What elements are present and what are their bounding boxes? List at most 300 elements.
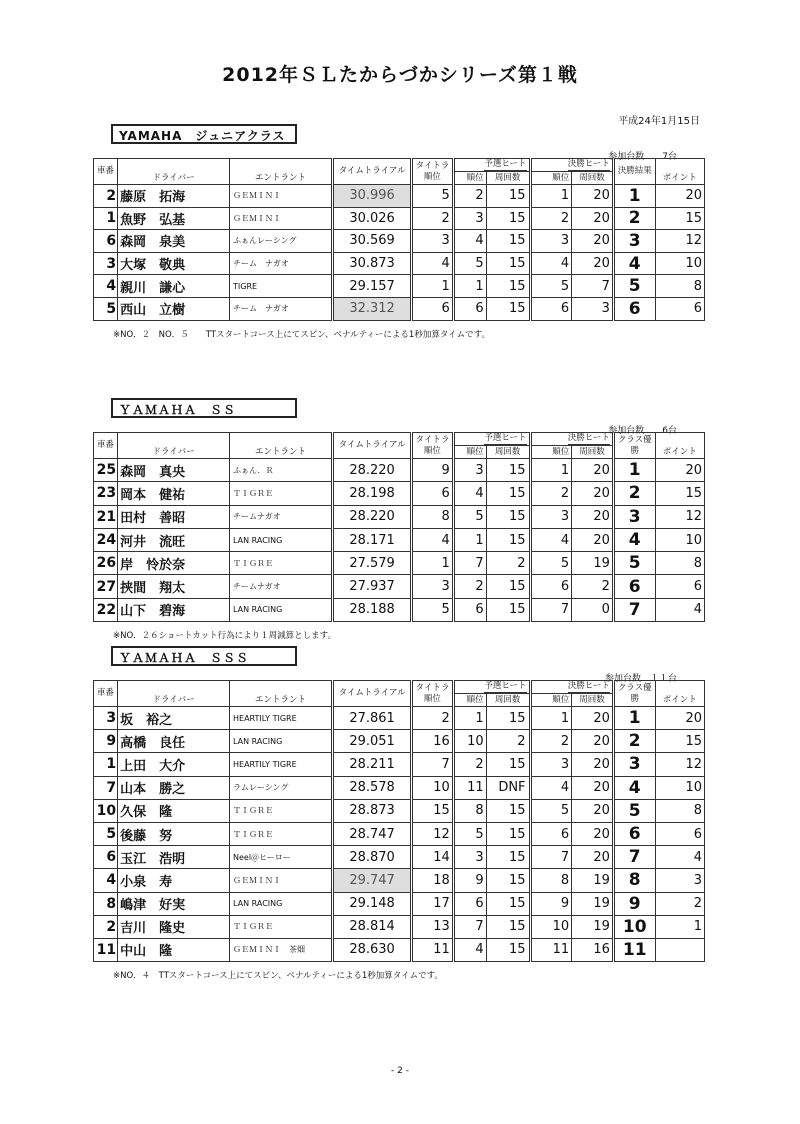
- cell-tt: 2: [412, 707, 454, 730]
- cell-hl: 15: [486, 459, 530, 482]
- header-result: クラス優勝: [613, 433, 655, 459]
- cell-hp: 7: [453, 552, 486, 575]
- cell-tt: 17: [412, 892, 454, 915]
- cell-hp: 8: [453, 799, 486, 822]
- cell-entrant: LAN RACING: [230, 528, 333, 551]
- cell-pt: 12: [655, 753, 704, 776]
- cell-hl: 15: [486, 482, 530, 505]
- cell-hl: 15: [486, 252, 530, 275]
- header-tt-rank: タイトラ順位: [412, 159, 454, 185]
- cell-entrant: ＴＩＧＲＥ: [230, 799, 333, 822]
- cell-fp: 7: [530, 846, 572, 869]
- cell-hl: 15: [486, 185, 530, 208]
- cell-hp: 2: [453, 753, 486, 776]
- cell-tt: 4: [412, 252, 454, 275]
- cell-fl: 20: [572, 776, 614, 799]
- cell-hp: 3: [453, 846, 486, 869]
- cell-tt: 1: [412, 275, 454, 298]
- section-note: ※NO．４ TTスタートコース上にてスピン、ペナルティーによる1秒加算タイムです。: [113, 971, 443, 982]
- cell-time: 29.051: [333, 730, 412, 753]
- cell-tt: 13: [412, 915, 454, 938]
- cell-time: 30.569: [333, 230, 412, 253]
- cell-driver: 岸 怜於奈: [118, 552, 230, 575]
- cell-hp: 6: [453, 892, 486, 915]
- cell-hl: 15: [486, 598, 530, 621]
- cell-entrant: ふぁんレーシング: [230, 230, 333, 253]
- cell-pt: 20: [655, 459, 704, 482]
- cell-driver: 中山 隆: [118, 938, 230, 961]
- cell-fp: 11: [530, 938, 572, 961]
- header-heat-laps: 周回数: [486, 694, 530, 707]
- cell-res: 8: [613, 869, 655, 892]
- cell-res: 1: [613, 459, 655, 482]
- header-heat-pos: 順位: [453, 172, 486, 185]
- cell-hl: 15: [486, 707, 530, 730]
- cell-hp: 1: [453, 707, 486, 730]
- table-row: [94, 892, 705, 915]
- header-result: クラス優勝: [613, 681, 655, 707]
- cell-res: 11: [613, 938, 655, 961]
- cell-time: 28.198: [333, 482, 412, 505]
- cell-tt: 5: [412, 598, 454, 621]
- cell-car: 9: [94, 730, 118, 753]
- cell-fl: 20: [572, 730, 614, 753]
- cell-fl: 19: [572, 892, 614, 915]
- cell-fp: 8: [530, 869, 572, 892]
- cell-pt: 20: [655, 185, 704, 208]
- cell-car: 5: [94, 297, 118, 320]
- cell-fp: 1: [530, 707, 572, 730]
- cell-entrant: ＴＩＧＲＥ: [230, 552, 333, 575]
- header-heat-laps: 周回数: [486, 172, 530, 185]
- cell-time: 30.996: [333, 185, 412, 208]
- cell-res: 1: [613, 707, 655, 730]
- cell-res: 6: [613, 575, 655, 598]
- cell-hl: 15: [486, 528, 530, 551]
- header-heat-pos: 順位: [453, 694, 486, 707]
- cell-hp: 5: [453, 505, 486, 528]
- cell-car: 7: [94, 776, 118, 799]
- cell-tt: 5: [412, 185, 454, 208]
- header-heat: 予選ヒート: [453, 681, 530, 694]
- cell-pt: 12: [655, 505, 704, 528]
- cell-entrant: ＧＥＭＩＮＩ: [230, 207, 333, 230]
- cell-pt: 6: [655, 575, 704, 598]
- cell-pt: 4: [655, 846, 704, 869]
- cell-res: 4: [613, 252, 655, 275]
- table-row: [94, 528, 705, 551]
- table-row: [94, 185, 705, 208]
- cell-fl: 20: [572, 207, 614, 230]
- cell-pt: 20: [655, 707, 704, 730]
- cell-hl: 15: [486, 822, 530, 845]
- cell-fp: 1: [530, 459, 572, 482]
- cell-entrant: ＧＥＭＩＮＩ 茶畑: [230, 938, 333, 961]
- cell-fl: 19: [572, 869, 614, 892]
- cell-driver: 久保 隆: [118, 799, 230, 822]
- cell-car: 24: [94, 528, 118, 551]
- cell-fl: 20: [572, 230, 614, 253]
- cell-hp: 6: [453, 598, 486, 621]
- cell-hp: 7: [453, 915, 486, 938]
- header-heat-pos: 順位: [453, 446, 486, 459]
- cell-hl: 15: [486, 230, 530, 253]
- cell-fp: 3: [530, 753, 572, 776]
- table-row: [94, 753, 705, 776]
- cell-hp: 1: [453, 528, 486, 551]
- cell-fp: 6: [530, 575, 572, 598]
- cell-time: 28.211: [333, 753, 412, 776]
- cell-tt: 1: [412, 552, 454, 575]
- table-row: [94, 459, 705, 482]
- table-row: [94, 598, 705, 621]
- cell-fl: 20: [572, 252, 614, 275]
- cell-fl: 19: [572, 915, 614, 938]
- cell-fp: 4: [530, 776, 572, 799]
- cell-driver: 大塚 敬典: [118, 252, 230, 275]
- cell-hl: 15: [486, 753, 530, 776]
- table-row: [94, 552, 705, 575]
- cell-driver: 河井 流旺: [118, 528, 230, 551]
- header-final: 決勝ヒート: [530, 433, 613, 446]
- cell-entrant: LAN RACING: [230, 730, 333, 753]
- cell-time: 28.630: [333, 938, 412, 961]
- section-note: ※NO．２ NO．５ TTスタートコース上にてスピン、ペナルティーによる1秒加算タイムです。: [113, 329, 490, 340]
- cell-hp: 5: [453, 252, 486, 275]
- cell-hl: 2: [486, 552, 530, 575]
- entry-count: 参加台数 7台: [608, 152, 677, 162]
- cell-pt: 15: [655, 730, 704, 753]
- cell-car: 11: [94, 938, 118, 961]
- cell-car: 23: [94, 482, 118, 505]
- cell-car: 22: [94, 598, 118, 621]
- cell-time: 29.747: [333, 869, 412, 892]
- cell-entrant: LAN RACING: [230, 892, 333, 915]
- cell-tt: 8: [412, 505, 454, 528]
- table-row: [94, 707, 705, 730]
- cell-tt: 18: [412, 869, 454, 892]
- cell-pt: 12: [655, 230, 704, 253]
- cell-pt: 3: [655, 869, 704, 892]
- cell-fp: 2: [530, 730, 572, 753]
- cell-car: 6: [94, 230, 118, 253]
- cell-hl: 15: [486, 938, 530, 961]
- cell-entrant: チームナガオ: [230, 505, 333, 528]
- cell-tt: 2: [412, 207, 454, 230]
- results-table: [93, 432, 705, 622]
- cell-time: 28.870: [333, 846, 412, 869]
- table-row: [94, 297, 705, 320]
- cell-fp: 7: [530, 598, 572, 621]
- header-final-laps: 周回数: [572, 694, 614, 707]
- header-entrant: エントラント: [230, 681, 333, 707]
- cell-tt: 14: [412, 846, 454, 869]
- cell-hl: 15: [486, 575, 530, 598]
- cell-fl: 16: [572, 938, 614, 961]
- header-driver: ドライバー: [118, 681, 230, 707]
- cell-time: 32.312: [333, 297, 412, 320]
- cell-time: 27.861: [333, 707, 412, 730]
- cell-pt: 15: [655, 482, 704, 505]
- header-tt-rank: タイトラ順位: [412, 681, 454, 707]
- header-final-laps: 周回数: [572, 172, 614, 185]
- cell-driver: 山下 碧海: [118, 598, 230, 621]
- header-final-pos: 順位: [530, 446, 572, 459]
- cell-fp: 5: [530, 799, 572, 822]
- cell-time: 28.220: [333, 505, 412, 528]
- cell-entrant: ラムレーシング: [230, 776, 333, 799]
- cell-fl: 19: [572, 552, 614, 575]
- cell-res: 5: [613, 799, 655, 822]
- cell-driver: 挟間 翔太: [118, 575, 230, 598]
- class-name: ＹＡＭＡＨＡ ＳＳＳ: [111, 646, 297, 666]
- cell-fl: 2: [572, 575, 614, 598]
- cell-tt: 3: [412, 230, 454, 253]
- cell-time: 28.171: [333, 528, 412, 551]
- table-row: [94, 575, 705, 598]
- page-title: 2012年ＳＬたからづかシリーズ第１戦: [222, 64, 578, 86]
- cell-car: 8: [94, 892, 118, 915]
- results-table: [93, 680, 705, 962]
- cell-entrant: ＧＥＭＩＮＩ: [230, 185, 333, 208]
- cell-driver: 上田 大介: [118, 753, 230, 776]
- cell-car: 1: [94, 207, 118, 230]
- cell-fl: 20: [572, 707, 614, 730]
- header-final: 決勝ヒート: [530, 681, 613, 694]
- cell-car: 6: [94, 846, 118, 869]
- entry-count: 参加台数 6台: [608, 426, 677, 436]
- cell-pt: 10: [655, 776, 704, 799]
- cell-hl: 15: [486, 297, 530, 320]
- cell-time: 28.578: [333, 776, 412, 799]
- header-time-trial: タイムトライアル: [333, 681, 412, 707]
- cell-res: 3: [613, 753, 655, 776]
- table-row: [94, 915, 705, 938]
- cell-fp: 1: [530, 185, 572, 208]
- header-final-pos: 順位: [530, 172, 572, 185]
- header-car: 車番: [94, 159, 118, 185]
- header-entrant: エントラント: [230, 433, 333, 459]
- table-row: [94, 505, 705, 528]
- cell-fp: 5: [530, 552, 572, 575]
- cell-driver: 森岡 泉美: [118, 230, 230, 253]
- table-row: [94, 230, 705, 253]
- cell-time: 28.188: [333, 598, 412, 621]
- table-row: [94, 799, 705, 822]
- table-row: [94, 207, 705, 230]
- cell-pt: 4: [655, 598, 704, 621]
- table-row: [94, 938, 705, 961]
- cell-time: 27.937: [333, 575, 412, 598]
- cell-res: 4: [613, 776, 655, 799]
- cell-res: 9: [613, 892, 655, 915]
- header-points: ポイント: [655, 159, 704, 185]
- cell-fp: 4: [530, 252, 572, 275]
- cell-driver: 吉川 隆史: [118, 915, 230, 938]
- cell-hl: DNF: [486, 776, 530, 799]
- table-row: [94, 846, 705, 869]
- cell-entrant: ＴＩＧＲＥ: [230, 915, 333, 938]
- cell-car: 10: [94, 799, 118, 822]
- header-heat: 予選ヒート: [453, 159, 530, 172]
- cell-hp: 4: [453, 482, 486, 505]
- cell-car: 4: [94, 275, 118, 298]
- cell-hp: 4: [453, 230, 486, 253]
- cell-entrant: HEARTILY TIGRE: [230, 707, 333, 730]
- cell-tt: 3: [412, 575, 454, 598]
- cell-time: 28.814: [333, 915, 412, 938]
- cell-fp: 6: [530, 822, 572, 845]
- cell-tt: 10: [412, 776, 454, 799]
- header-final-pos: 順位: [530, 694, 572, 707]
- cell-fl: 20: [572, 822, 614, 845]
- cell-tt: 9: [412, 459, 454, 482]
- cell-driver: 嶋津 好実: [118, 892, 230, 915]
- cell-hl: 15: [486, 915, 530, 938]
- cell-car: 25: [94, 459, 118, 482]
- cell-driver: 高橋 良任: [118, 730, 230, 753]
- header-heat-laps: 周回数: [486, 446, 530, 459]
- page-number: - 2 -: [391, 1066, 409, 1076]
- cell-car: 4: [94, 869, 118, 892]
- cell-fl: 20: [572, 185, 614, 208]
- cell-car: 3: [94, 707, 118, 730]
- cell-pt: 2: [655, 892, 704, 915]
- cell-hp: 1: [453, 275, 486, 298]
- cell-entrant: チームナガオ: [230, 575, 333, 598]
- header-final-laps: 周回数: [572, 446, 614, 459]
- cell-res: 6: [613, 822, 655, 845]
- section-note: ※NO．２６ショートカット行為により１周減算とします。: [113, 631, 336, 642]
- cell-time: 27.579: [333, 552, 412, 575]
- cell-pt: 10: [655, 252, 704, 275]
- cell-pt: 6: [655, 297, 704, 320]
- cell-car: 5: [94, 822, 118, 845]
- cell-hp: 2: [453, 185, 486, 208]
- header-points: ポイント: [655, 681, 704, 707]
- cell-hl: 15: [486, 275, 530, 298]
- cell-entrant: HEARTILY TIGRE: [230, 753, 333, 776]
- cell-car: 26: [94, 552, 118, 575]
- cell-time: 28.747: [333, 822, 412, 845]
- cell-fp: 5: [530, 275, 572, 298]
- cell-hp: 11: [453, 776, 486, 799]
- cell-entrant: チーム ナガオ: [230, 297, 333, 320]
- cell-pt: 8: [655, 552, 704, 575]
- cell-driver: 魚野 弘基: [118, 207, 230, 230]
- cell-hl: 2: [486, 730, 530, 753]
- cell-driver: 山本 勝之: [118, 776, 230, 799]
- cell-driver: 田村 善昭: [118, 505, 230, 528]
- header-car: 車番: [94, 681, 118, 707]
- cell-res: 6: [613, 297, 655, 320]
- cell-res: 10: [613, 915, 655, 938]
- cell-fl: 3: [572, 297, 614, 320]
- cell-hp: 5: [453, 822, 486, 845]
- cell-pt: 6: [655, 822, 704, 845]
- header-final: 決勝ヒート: [530, 159, 613, 172]
- cell-hp: 9: [453, 869, 486, 892]
- cell-car: 3: [94, 252, 118, 275]
- cell-tt: 12: [412, 822, 454, 845]
- cell-res: 3: [613, 505, 655, 528]
- cell-driver: 岡本 健祐: [118, 482, 230, 505]
- cell-res: 4: [613, 528, 655, 551]
- cell-driver: 親川 謙心: [118, 275, 230, 298]
- cell-res: 2: [613, 730, 655, 753]
- cell-res: 7: [613, 598, 655, 621]
- cell-fp: 9: [530, 892, 572, 915]
- table-row: [94, 482, 705, 505]
- header-time-trial: タイムトライアル: [333, 433, 412, 459]
- cell-fp: 2: [530, 207, 572, 230]
- cell-driver: 西山 立樹: [118, 297, 230, 320]
- cell-entrant: ふぁん．Ｒ: [230, 459, 333, 482]
- cell-tt: 16: [412, 730, 454, 753]
- table-row: [94, 275, 705, 298]
- cell-car: 27: [94, 575, 118, 598]
- cell-tt: 15: [412, 799, 454, 822]
- header-time-trial: タイムトライアル: [333, 159, 412, 185]
- cell-hp: 3: [453, 207, 486, 230]
- cell-time: 29.148: [333, 892, 412, 915]
- cell-res: 7: [613, 846, 655, 869]
- cell-pt: 8: [655, 799, 704, 822]
- cell-time: 28.220: [333, 459, 412, 482]
- results-table: [93, 158, 705, 321]
- cell-fl: 20: [572, 799, 614, 822]
- cell-pt: 1: [655, 915, 704, 938]
- cell-hp: 2: [453, 575, 486, 598]
- cell-entrant: TIGRE: [230, 275, 333, 298]
- cell-fl: 20: [572, 459, 614, 482]
- cell-res: 5: [613, 552, 655, 575]
- cell-fp: 6: [530, 297, 572, 320]
- cell-res: 1: [613, 185, 655, 208]
- cell-tt: 7: [412, 753, 454, 776]
- cell-hp: 4: [453, 938, 486, 961]
- cell-entrant: ＴＩＧＲＥ: [230, 482, 333, 505]
- cell-hp: 10: [453, 730, 486, 753]
- cell-entrant: ＧＥＭＩＮＩ: [230, 869, 333, 892]
- cell-pt: 10: [655, 528, 704, 551]
- cell-time: 28.873: [333, 799, 412, 822]
- cell-driver: 藤原 拓海: [118, 185, 230, 208]
- cell-driver: 後藤 努: [118, 822, 230, 845]
- cell-fl: 7: [572, 275, 614, 298]
- table-row: [94, 252, 705, 275]
- cell-fl: 20: [572, 505, 614, 528]
- cell-fp: 3: [530, 230, 572, 253]
- cell-car: 2: [94, 915, 118, 938]
- header-car: 車番: [94, 433, 118, 459]
- cell-tt: 11: [412, 938, 454, 961]
- cell-fl: 0: [572, 598, 614, 621]
- cell-hl: 15: [486, 892, 530, 915]
- cell-entrant: ＴＩＧＲＥ: [230, 822, 333, 845]
- table-row: [94, 730, 705, 753]
- cell-entrant: Neel＠ヒーロー: [230, 846, 333, 869]
- header-driver: ドライバー: [118, 159, 230, 185]
- class-name: YAMAHA ジュニアクラス: [111, 124, 297, 144]
- entry-count: 参加台数 １１台: [604, 674, 677, 684]
- event-date: 平成24年1月15日: [618, 116, 700, 127]
- cell-hl: 15: [486, 799, 530, 822]
- table-row: [94, 822, 705, 845]
- header-heat: 予選ヒート: [453, 433, 530, 446]
- cell-fl: 20: [572, 482, 614, 505]
- header-result: 決勝結果: [613, 159, 655, 185]
